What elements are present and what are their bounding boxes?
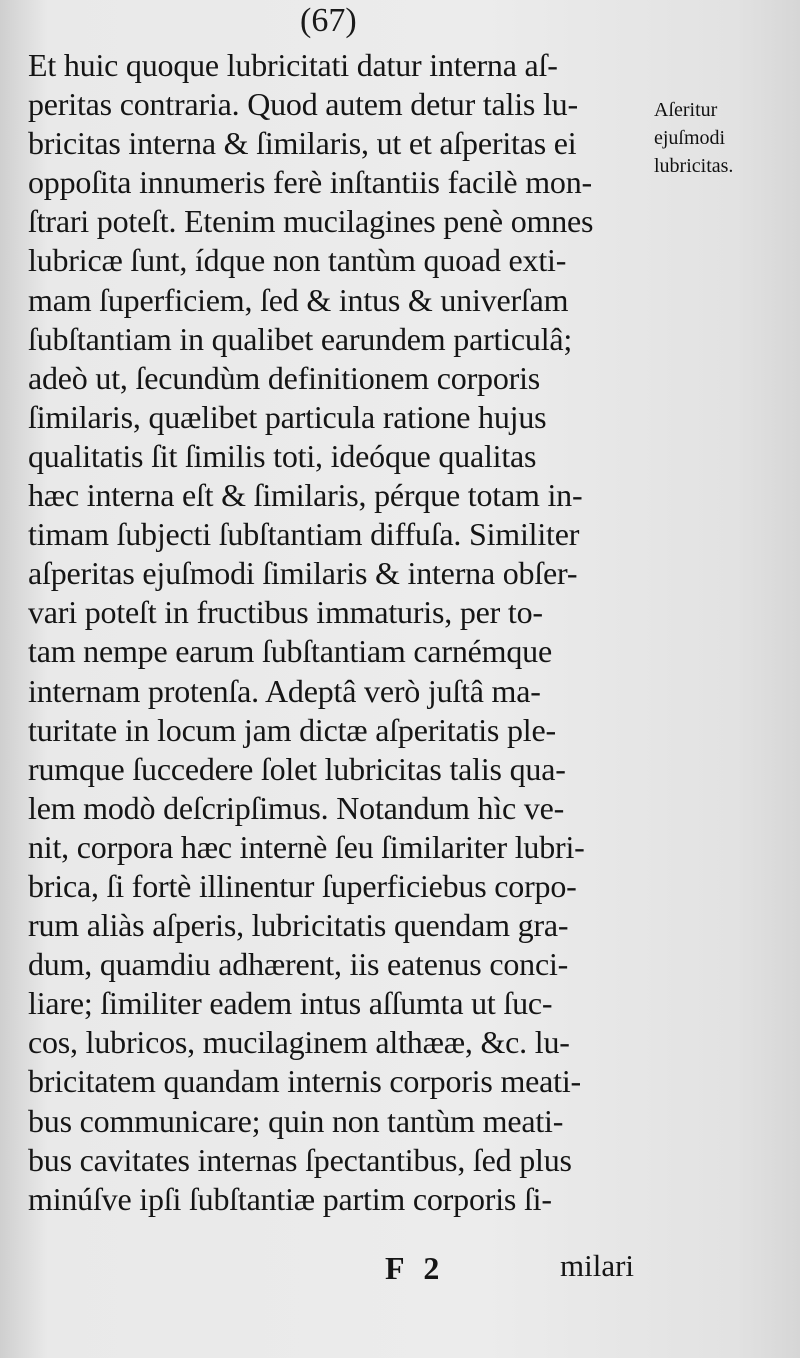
- text-line: oppoſita innumeris ferè inſtantiis facilè mon-: [28, 164, 592, 201]
- text-line: nit, corpora hæc internè ſeu ſimilariter lubri-: [28, 828, 585, 865]
- text-line: bricitas interna & ſimilaris, ut et aſperitas ei: [28, 125, 577, 162]
- marginal-note-line: lubricitas.: [654, 155, 734, 177]
- text-line: qualitatis ſit ſimilis toti, ideóque qualitas: [28, 437, 537, 474]
- page-number: (67): [300, 2, 357, 39]
- text-line: rumque ſuccedere ſolet lubricitas talis qua-: [28, 750, 566, 787]
- text-line: liare; ſimiliter eadem intus aſſumta ut ſuc-: [28, 985, 553, 1022]
- text-line: hæc interna eſt & ſimilaris, pérque totam in-: [28, 477, 583, 514]
- text-line: minúſve ipſi ſubſtantiæ partim corporis ſi-: [28, 1180, 552, 1217]
- text-line: lubricæ ſunt, ídque non tantùm quoad exti-: [28, 242, 567, 279]
- text-line: adeò ut, ſecundùm definitionem corporis: [28, 359, 541, 396]
- text-line: bricitatem quandam internis corporis meati-: [28, 1063, 581, 1100]
- text-line: timam ſubjecti ſubſtantiam diffuſa. Similiter: [28, 516, 580, 553]
- text-line: cos, lubricos, mucilaginem althææ, &c. lu-: [28, 1024, 570, 1061]
- marginal-note-line: Aſeritur: [654, 99, 718, 121]
- text-line: ſtrari poteſt. Etenim mucilagines penè omnes: [28, 203, 594, 240]
- text-line: vari poteſt in fructibus immaturis, per to-: [28, 594, 543, 631]
- text-line: peritas contraria. Quod autem detur talis lu-: [28, 86, 578, 123]
- marginal-note-line: ejuſmodi: [654, 127, 726, 149]
- text-line: tam nempe earum ſubſtantiam carnémque: [28, 633, 552, 670]
- marginal-note: [654, 96, 800, 180]
- text-line: mam ſuperficiem, ſed & intus & univerſam: [28, 281, 569, 318]
- body-text: [28, 46, 660, 1219]
- catchword: milari: [560, 1248, 635, 1283]
- text-line: Et huic quoque lubricitati datur interna aſ-: [28, 47, 558, 83]
- text-line: rum aliàs aſperis, lubricitatis quendam gra-: [28, 907, 569, 944]
- text-line: aſperitas ejuſmodi ſimilaris & interna obſer-: [28, 555, 578, 592]
- text-line: ſubſtantiam in qualibet earundem particulâ;: [28, 320, 573, 357]
- text-line: dum, quamdiu adhærent, iis eatenus conci-: [28, 946, 569, 983]
- text-line: bus cavitates internas ſpectantibus, ſed plus: [28, 1141, 572, 1178]
- signature-mark: F 2: [385, 1250, 446, 1286]
- text-line: ſimilaris, quælibet particula ratione hujus: [28, 398, 547, 435]
- text-line: brica, ſi fortè illinentur ſuperficiebus corpo-: [28, 867, 577, 904]
- text-line: lem modò deſcripſimus. Notandum hìc ve-: [28, 789, 565, 826]
- text-line: turitate in locum jam dictæ aſperitatis ple-: [28, 711, 556, 748]
- text-line: internam protenſa. Adeptâ verò juſtâ ma-: [28, 672, 541, 709]
- text-line: bus communicare; quin non tantùm meati-: [28, 1102, 564, 1139]
